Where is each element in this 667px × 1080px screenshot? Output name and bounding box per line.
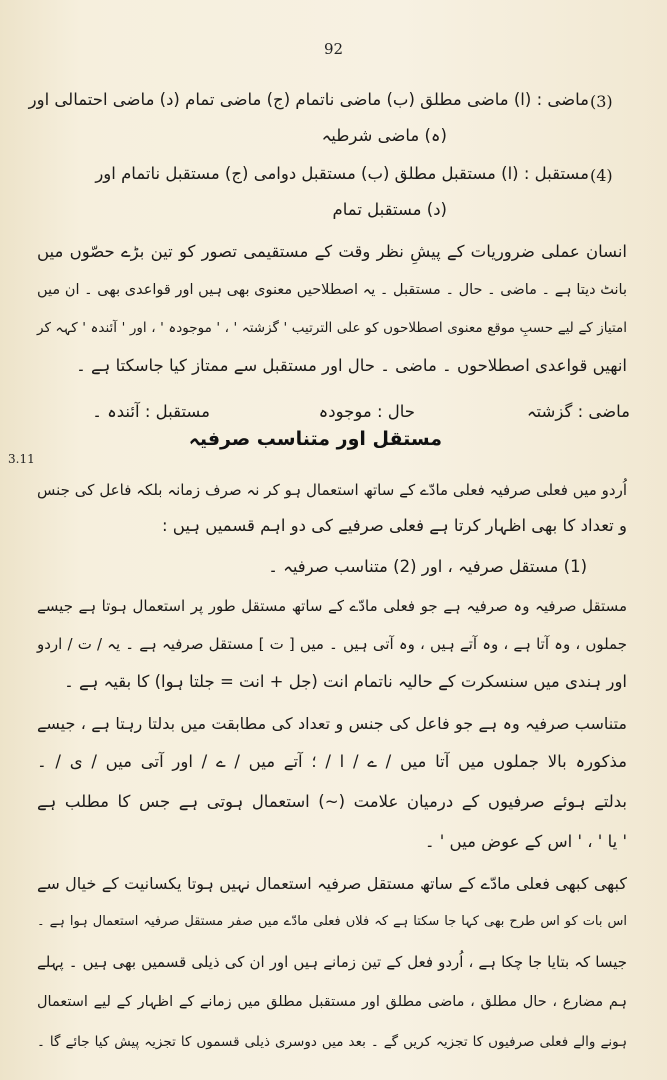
paragraph-2-line: (1) مستقل صرفیہ ، اور (2) متناسب صرفیہ ۔ xyxy=(268,557,587,576)
paragraph-4-line: متناسب صرفیہ وہ ہے جو فاعل کی جنس و تعداد کی مطابقت میں بدلتا رہتا ہے ، جیسے xyxy=(37,714,627,733)
paragraph-2-line: و تعداد کا بھی اظہار کرتا ہے فعلی صرفیے کی دو اہم قسمیں ہیں : xyxy=(162,516,627,535)
paragraph-1-line: انھیں قواعدی اصطلاحوں ۔ ماضی ۔ حال اور مستقبل سے ممتاز کیا جاسکتا ہے ۔ xyxy=(76,356,627,375)
paragraph-5-line: ہم مضارع ، حال مطلق ، ماضی مطلق اور مستقبل مطلق میں زمانے کے اظہار کے لیے استعمال xyxy=(37,994,627,1010)
page-number: 92 xyxy=(323,40,344,58)
paragraph-4-line: ' یا ' ، ' اس کے عوض میں ' ۔ xyxy=(424,832,627,851)
paragraph-5-line: ہونے والے فعلی صرفیوں کا تجزیہ کریں گے ۔ بعد میں دوسری ذیلی قسموں کا تجزیہ پیش کیا جائے گا ۔ xyxy=(37,1034,627,1050)
paragraph-4-line: مذکورہ بالا جملوں میں آتا میں / ے / ا / ؛ آتے میں / ے / اور آتی میں / ی / ۔ xyxy=(37,752,627,771)
list-item-4-line1: مستقبل : (ا) مستقبل مطلق (ب) مستقبل دوامی (ج) مستقبل ناتمام اور xyxy=(95,164,589,183)
tense-past: ماضی : گزشتہ xyxy=(526,402,630,421)
tense-terms-row xyxy=(40,402,630,430)
list-number-3: (3) xyxy=(590,92,613,111)
section-heading: مستقل اور متناسب صرفیہ xyxy=(188,428,442,450)
list-item-3-line1: ماضی : (ا) ماضی مطلق (ب) ماضی ناتمام (ج) ماضی تمام (د) ماضی احتمالی اور xyxy=(28,90,589,109)
paragraph-1-line: امتیاز کے لیے حسبِ موقع معنوی اصطلاحوں کو علی الترتیب ' گزشتہ ' ، ' موجودہ ' ، اور ' آئندہ ' کہہ کر xyxy=(37,320,627,336)
paragraph-5-line: اس بات کو اس طرح بھی کہا جا سکتا ہے کہ فلاں فعلی مادّے میں صفر مستقل صرفیہ استعمال ہوا ہے ۔ xyxy=(37,914,627,929)
list-number-4: (4) xyxy=(590,166,613,185)
paragraph-5-line: جیسا کہ بتایا جا چکا ہے ، اُردو فعل کے تین زمانے ہیں اور ان کی ذیلی قسمیں بھی ہیں ۔ پہلے xyxy=(37,953,627,971)
tense-present: حال : موجودہ xyxy=(318,402,415,421)
tense-future: مستقبل : آئندہ ۔ xyxy=(92,402,210,421)
paragraph-1-line: بانٹ دیتا ہے ۔ ماضی ۔ حال ۔ مستقبل ۔ یہ اصطلاحیں معنوی بھی ہیں اور قواعدی بھی ۔ ان میں xyxy=(37,282,627,298)
list-item-4-line2: (د) مستقبل تمام xyxy=(332,200,447,219)
section-number: 3.11 xyxy=(8,452,35,466)
paragraph-1-line: انسان عملی ضروریات کے پیشِ نظر وقت کے مستقیمی تصور کو تین بڑے حصّوں میں xyxy=(37,242,627,261)
paragraph-3-line: جملوں ، وہ آتا ہے ، وہ آتے ہیں ، وہ آتی ہیں ۔ میں [ ت ] مستقل صرفیہ ہے ۔ یہ / ت / اردو xyxy=(37,635,627,653)
paragraph-3-line: مستقل صرفیہ وہ صرفیہ ہے جو فعلی مادّے کے ساتھ مستقل طور پر استعمال ہوتا ہے جیسے xyxy=(37,597,627,615)
paragraph-2-line: اُردو میں فعلی صرفیہ فعلی مادّے کے ساتھ استعمال ہو کر نہ صرف زمانہ بلکہ فاعل کی جنس xyxy=(37,481,627,499)
paragraph-4-line: بدلتے ہوئے صرفیوں کے درمیان علامت (~) استعمال ہوتی ہے جس کا مطلب ہے xyxy=(37,792,627,811)
paragraph-3-line: اور ہندی میں سنسکرت کے حالیہ ناتمام انت (جل + انت = جلتا ہوا) کا بقیہ ہے ۔ xyxy=(64,672,627,691)
paragraph-5-line: کبھی کبھی فعلی مادّے کے ساتھ مستقل صرفیہ استعمال نہیں ہوتا یکسانیت کے خیال سے xyxy=(37,874,627,893)
list-item-3-line2: (ہ) ماضی شرطیہ xyxy=(321,126,447,145)
